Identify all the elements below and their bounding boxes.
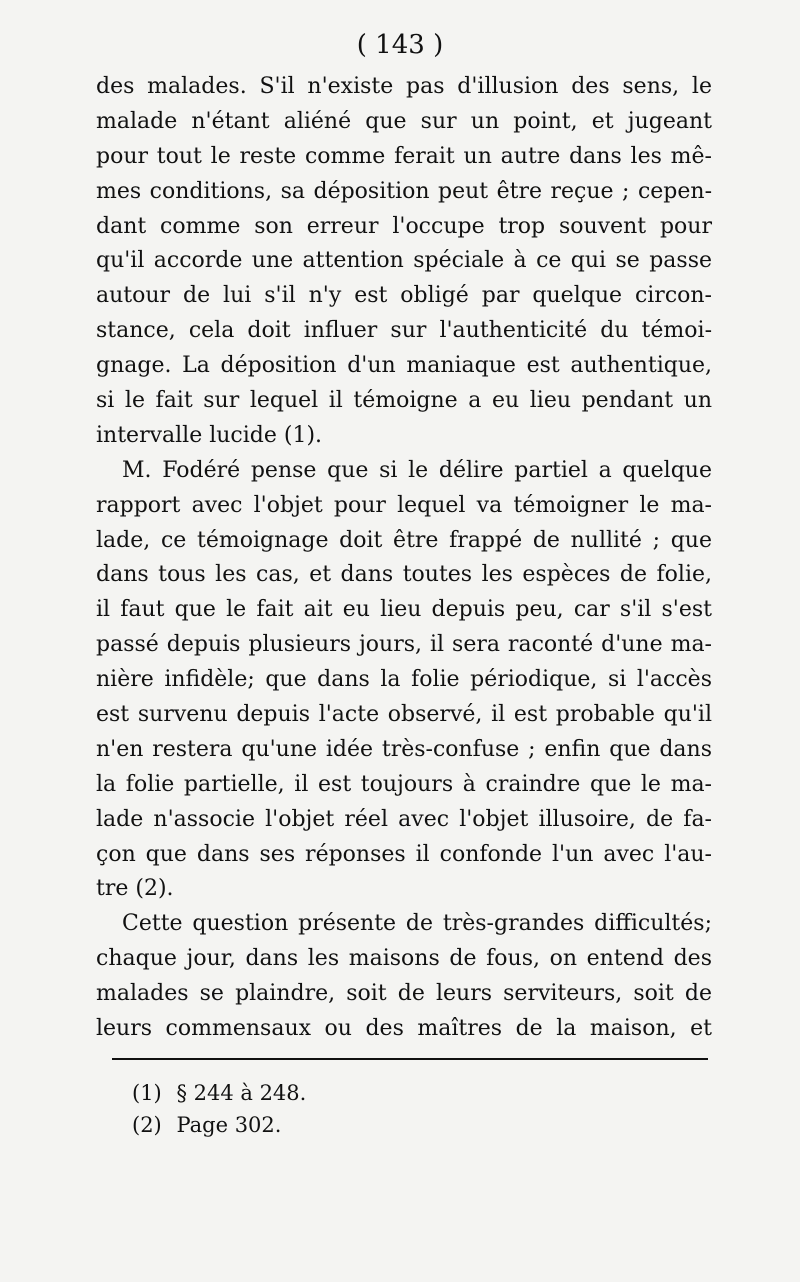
paragraph <box>96 907 712 1047</box>
text-line: passé depuis plusieurs jours, il sera raconté d'une ma- <box>96 632 712 658</box>
footnotes <box>132 1077 306 1141</box>
text-line: il faut que le fait ait eu lieu depuis peu, car s'il s'est <box>96 597 712 623</box>
text-line: intervalle lucide (1). <box>96 422 323 448</box>
text-line: stance, cela doit influer sur l'authenticité du témoi- <box>96 318 712 344</box>
text-line: rapport avec l'objet pour lequel va témoigner le ma- <box>96 492 712 518</box>
text-line: n'en restera qu'une idée très-confuse ; enfin que dans <box>96 736 712 762</box>
text-line: leurs commensaux ou des maîtres de la maison, et <box>96 1016 712 1042</box>
text-line: gnage. La déposition d'un maniaque est authentique, <box>96 353 712 379</box>
text-line: M. Fodéré pense que si le délire partiel a quelque <box>122 457 712 483</box>
footnote <box>132 1077 306 1109</box>
text-line: la folie partielle, il est toujours à craindre que le ma- <box>96 771 712 797</box>
footnote <box>132 1109 306 1141</box>
text-line: des malades. S'il n'existe pas d'illusion des sens, le <box>96 74 712 99</box>
footnote-text: § 244 à 248. <box>176 1081 307 1105</box>
footnote-divider <box>112 1058 708 1060</box>
text-line: dans tous les cas, et dans toutes les espèces de folie, <box>96 562 712 588</box>
text-line: est survenu depuis l'acte observé, il est probable qu'il <box>96 702 712 728</box>
text-line: çon que dans ses réponses il confonde l'un avec l'au- <box>96 841 712 867</box>
footnote-mark: (2) <box>132 1113 162 1137</box>
text-line: dant comme son erreur l'occupe trop souvent pour <box>96 213 712 239</box>
text-line: si le fait sur lequel il témoigne a eu lieu pendant un <box>96 388 712 414</box>
page-number: ( 143 ) <box>356 30 444 60</box>
text-line: malade n'étant aliéné que sur un point, et jugeant <box>96 108 712 134</box>
text-line: mes conditions, sa déposition peut être reçue ; cepen- <box>96 178 712 204</box>
body-text <box>96 70 712 1047</box>
text-line: lade, ce témoignage doit être frappé de nullité ; que <box>96 527 712 553</box>
text-line: tre (2). <box>96 876 174 902</box>
footnote-mark: (1) <box>132 1081 162 1105</box>
footnote-text: Page 302. <box>176 1113 282 1137</box>
text-line: autour de lui s'il n'y est obligé par quelque circon- <box>96 283 712 309</box>
text-line: malades se plaindre, soit de leurs serviteurs, soit de <box>96 981 712 1007</box>
text-line: qu'il accorde une attention spéciale à ce qui se passe <box>96 248 712 274</box>
paragraph <box>96 454 712 908</box>
text-line: pour tout le reste comme ferait un autre dans les mê- <box>96 143 712 169</box>
text-line: lade n'associe l'objet réel avec l'objet illusoire, de fa- <box>96 806 712 832</box>
text-line: chaque jour, dans les maisons de fous, on entend des <box>96 946 712 972</box>
paragraph <box>96 70 712 454</box>
text-line: nière infidèle; que dans la folie périodique, si l'accès <box>96 667 712 693</box>
text-line: Cette question présente de très-grandes difficultés; <box>122 911 712 937</box>
